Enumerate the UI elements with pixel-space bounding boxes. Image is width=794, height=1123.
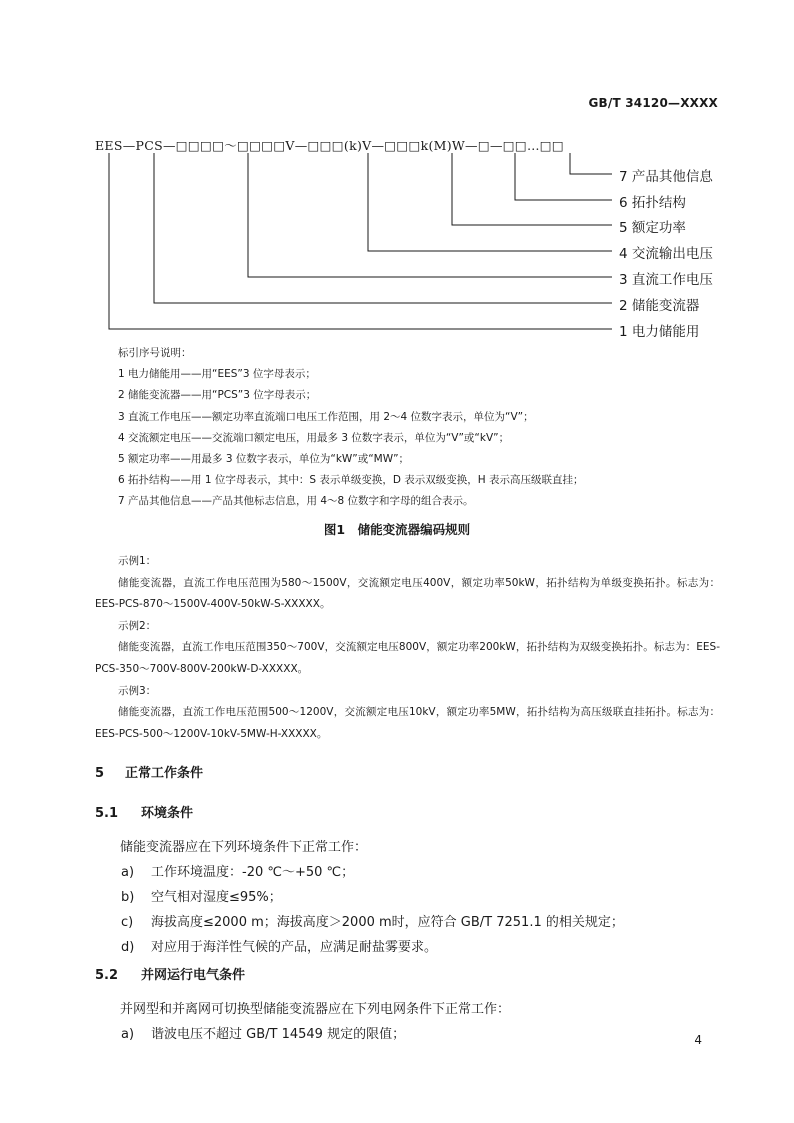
page-number: 4 [694,1033,702,1047]
section-title: 并网运行电气条件 [141,968,246,983]
leader-line-5 [452,153,612,225]
list-marker: d) [121,940,135,955]
section-5-2-heading [95,964,245,983]
note-item: 5 额定功率——用最多 3 位数字表示，单位为“kW”或“MW”； [118,453,410,466]
leader-line-3 [248,153,612,277]
diagram-label-3: 3 直流工作电压 [619,272,713,288]
list-marker: a) [121,1027,135,1042]
example-body: 储能变流器，直流工作电压范围500～1200V，交流额定电压10kV，额定功率5MW，拓扑结构为高压级联直挂拓扑。标志为：EES-PCS-500～1200V-10kV-5MW-H-XXXXX。 [95,706,720,740]
list-text: 工作环境温度：-20 ℃～+50 ℃； [151,865,355,880]
section-number: 5.2 [95,968,119,983]
note-item: 2 储能变流器——用“PCS”3 位字母表示； [118,389,317,402]
list-item [121,936,437,955]
diagram-label-6: 6 拓扑结构 [619,195,686,211]
example-body: 储能变流器，直流工作电压范围为580～1500V，交流额定电压400V，额定功率50kW，拓扑结构为单级变换拓扑。标志为：EES-PCS-870～1500V-400V-50kW-S-XXXXX。 [95,576,720,611]
leader-line-2 [154,153,612,303]
coding-diagram [0,0,794,345]
section-5-heading [95,762,203,781]
example-body: 储能变流器，直流工作电压范围350～700V，交流额定电压800V，额定功率200kW，拓扑结构为双级变换拓扑。标志为：EES-PCS-350～700V-800V-200kW-D-XXXXX。 [95,641,720,675]
leader-line-7 [570,153,612,174]
diagram-label-2: 2 储能变流器 [619,298,700,314]
section-number: 5 [95,766,105,781]
section-number: 5.1 [95,806,119,821]
section-5-1-heading [95,802,193,821]
section-title: 环境条件 [141,806,194,821]
list-text: 空气相对湿度≤95%； [151,890,282,905]
example-title: 示例1： [118,555,157,567]
leader-line-6 [515,153,612,200]
diagram-label-4: 4 交流输出电压 [619,246,713,262]
note-item: 3 直流工作电压——额定功率直流端口电压工作范围，用 2～4 位数字表示，单位为“V”； [118,410,534,423]
list-marker: b) [121,890,135,905]
list-marker: c) [121,915,134,930]
example-title: 示例3： [118,684,157,697]
figure-caption: 图1 储能变流器编码规则 [323,522,471,537]
section-title: 正常工作条件 [125,766,204,781]
note-item: 6 拓扑结构——用 1 位字母表示，其中：S 表示单级变换，D 表示双级变换，H 表示高压级联直挂； [118,474,584,487]
note-item: 7 产品其他信息——产品其他标志信息，用 4～8 位数字和字母的组合表示。 [118,495,474,508]
key-notes [118,343,584,513]
examples-block [95,551,720,745]
section-5-1-intro: 储能变流器应在下列环境条件下正常工作： [120,840,368,855]
list-item [121,886,282,905]
list-marker: a) [121,865,135,880]
standard-code: GB/T 34120—XXXX [588,96,718,110]
list-text: 谐波电压不超过 GB/T 14549 规定的限值； [151,1027,406,1042]
note-item: 4 交流额定电压——交流端口额定电压，用最多 3 位数字表示，单位为“V”或“kV”； [118,431,510,444]
list-text: 对应用于海洋性气候的产品，应满足耐盐雾要求。 [151,940,438,955]
list-item [121,911,624,930]
leader-line-4 [368,153,612,251]
list-item [121,861,354,880]
note-item: 1 电力储能用——用“EES”3 位字母表示； [118,368,316,381]
notes-title: 标引序号说明： [118,347,192,359]
diagram-label-1: 1 电力储能用 [619,324,700,340]
diagram-label-5: 5 额定功率 [619,220,686,236]
list-item [121,1023,405,1042]
section-5-2-intro: 并网型和并离网可切换型储能变流器应在下列电网条件下正常工作： [120,1002,511,1017]
diagram-label-7: 7 产品其他信息 [619,169,713,185]
list-text: 海拔高度≤2000 m；海拔高度＞2000 m时，应符合 GB/T 7251.1 的相关规定； [151,915,624,930]
code-format-string: EES—PCS—□□□□～□□□□V—□□□(k)V—□□□k(M)W—□—□□…□□ [95,138,565,153]
example-title: 示例2： [118,619,157,632]
